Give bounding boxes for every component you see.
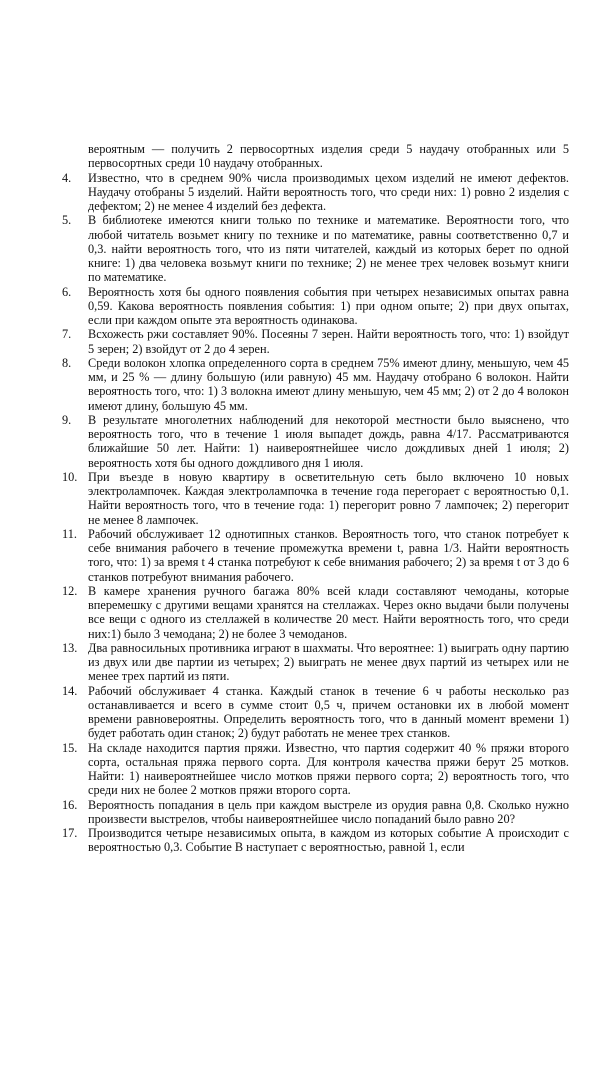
problem-text: Вероятность хотя бы одного появления события при четырех независимых опытах равна 0,59. Какова вероятность появления события: 1) при одном опыте; 2) при двух опытах, если при каждом опыте эта вероятность одинакова. xyxy=(88,284,569,327)
problem-text: Вероятность попадания в цель при каждом выстреле из орудия равна 0,8. Сколько нужно произвести выстрелов, чтобы наивероятнейшее число попаданий было равно 20? xyxy=(88,797,569,826)
problem-list xyxy=(62,171,569,855)
problem-number: 16. xyxy=(62,797,78,812)
problem-number: 13. xyxy=(62,640,78,655)
problem-item xyxy=(62,470,569,527)
problem-text: Известно, что в среднем 90% числа производимых цехом изделий не имеют дефектов. Наудачу отобраны 5 изделий. Найти вероятность того, что среди них: 1) ровно 2 изделия с дефектом; 2) не менее 4 изделий без дефекта. xyxy=(88,170,569,213)
problem-number: 12. xyxy=(62,583,78,598)
problem-number: 9. xyxy=(62,412,72,427)
problem-number: 5. xyxy=(62,213,72,228)
problem-text: При въезде в новую квартиру в осветительную сеть было включено 10 новых электролампочек. Каждая электролампочка в течение года перегорает с вероятностью 0,1. Найти вероятность того, что в течение года: 1) перегорит ровно 7 лампочек; 2) перегорит не менее 8 лампочек. xyxy=(88,469,569,527)
problem-number: 14. xyxy=(62,683,78,698)
problem-item xyxy=(62,826,569,855)
problem-text: Всхожесть ржи составляет 90%. Посеяны 7 зерен. Найти вероятность того, что: 1) взойдут 5 зерен; 2) взойдут от 2 до 4 зерен. xyxy=(88,327,569,356)
problem-item xyxy=(62,356,569,413)
problem-item xyxy=(62,684,569,741)
problem-item xyxy=(62,641,569,684)
problem-text: Среди волокон хлопка определенного сорта в среднем 75% имеют длину, меньшую, чем 45 мм, и 25 % — длину большую (или равную) 45 мм. Наудачу отобрано 6 волокон. Найти вероятность того, что: 1) 3 волокна имеют длину меньшую, чем 45 мм; 2) от 2 до 4 волокон имеют длину, большую 45 мм. xyxy=(88,355,569,413)
problem-text: В результате многолетних наблюдений для некоторой местности было выяснено, что вероятность того, что в течение 1 июля выпадет дождь, равна 4/17. Рассматриваются ближайшие 50 лет. Найти: 1) наивероятнейшее число дождливых дней 1 июля; 2) вероятность хотя бы одного дождливого дня 1 июля. xyxy=(88,412,569,470)
problem-number: 4. xyxy=(62,170,72,185)
problem-number: 10. xyxy=(62,469,78,484)
problem-text: Рабочий обслуживает 4 станка. Каждый станок в течение 6 ч работы несколько раз останавливается и всего в сумме стоит 0,5 ч, причем остановки их в любой момент времени равновероятны. Определить вероятность того, что в данный момент времени 1) будет работать один станок; 2) будут работать не менее трех станков. xyxy=(88,683,569,741)
problem-text: На складе находится партия пряжи. Известно, что партия содержит 40 % пряжи второго сорта, остальная пряжа первого сорта. Для контроля качества пряжи берут 25 мотков. Найти: 1) наивероятнейшее число мотков пряжи первого сорта; 2) вероятность того, что среди них не более 2 мотков пряжи второго сорта. xyxy=(88,740,569,798)
problem-item xyxy=(62,327,569,356)
problem-item xyxy=(62,413,569,470)
problem-item xyxy=(62,285,569,328)
problem-number: 17. xyxy=(62,826,78,840)
problem-number: 7. xyxy=(62,327,72,342)
problem-item xyxy=(62,171,569,214)
problem-number: 6. xyxy=(62,284,72,299)
problem-text: Производится четыре независимых опыта, в каждом из которых событие А происходит с вероятностью 0,3. Событие В наступает с вероятностью, равной 1, если xyxy=(88,826,569,855)
problem-text: В камере хранения ручного багажа 80% всей клади составляют чемоданы, которые вперемешку с другими вещами хранятся на стеллажах. Через окно выдачи были получены все вещи с одного из стеллажей в количестве 20 мест. Найти вероятность того, что среди них:1) было 3 чемодана; 2) не более 3 чемоданов. xyxy=(88,583,569,641)
problem-text: Рабочий обслуживает 12 однотипных станков. Вероятность того, что станок потребует к себе внимания рабочего в течение промежутка времени t, равна 1/3. Найти вероятность того, что: 1) за время t 4 станка потребуют к себе внимания рабочего; 2) за время t от 3 до 6 станков потребуют внимания рабочего. xyxy=(88,526,569,584)
problem-item xyxy=(62,584,569,641)
problem-item xyxy=(62,741,569,798)
problem-number: 11. xyxy=(62,526,77,541)
continuation-text: вероятным — получить 2 первосортных изделия среди 5 наудачу отобранных или 5 первосортных среди 10 наудачу отобранных. xyxy=(88,142,569,171)
problem-number: 8. xyxy=(62,355,72,370)
document-page xyxy=(62,142,569,855)
problem-item xyxy=(62,213,569,284)
problem-item xyxy=(62,527,569,584)
problem-item xyxy=(62,798,569,827)
problem-number: 15. xyxy=(62,740,78,755)
problem-text: Два равносильных противника играют в шахматы. Что вероятнее: 1) выиграть одну партию из двух или две партии из четырех; 2) выиграть не менее двух партий из четырех или не менее трех партий из пяти. xyxy=(88,640,569,684)
problem-text: В библиотеке имеются книги только по технике и математике. Вероятности того, что любой читатель возьмет книгу по технике и по математике, равны соответственно 0,7 и 0,3. найти вероятность того, что из пяти читателей, каждый из которых берет по одной книге: 1) два человека возьмут книги по технике; 2) не менее трех человек возьмут книги по математике. xyxy=(88,213,569,285)
